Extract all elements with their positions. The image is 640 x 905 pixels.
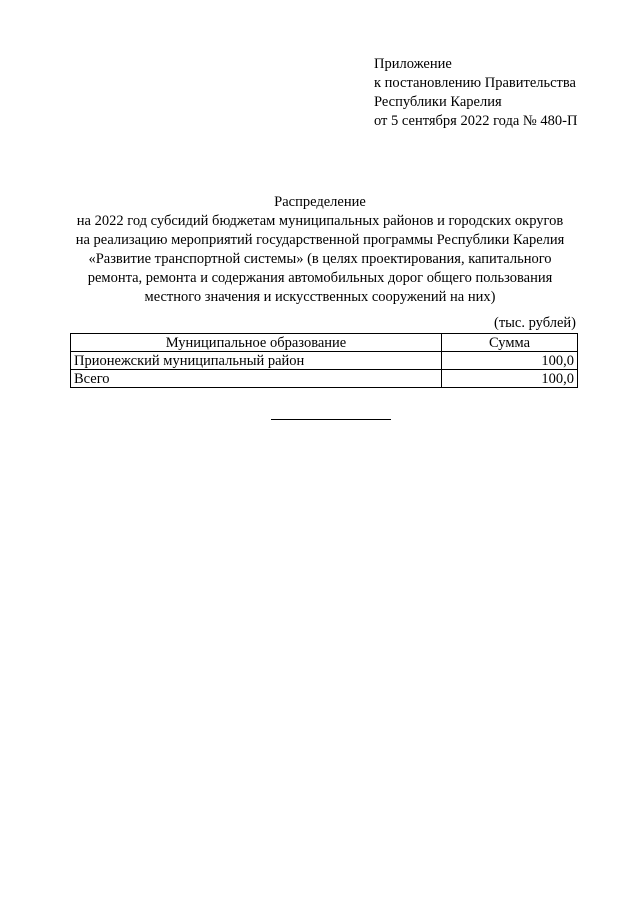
document-heading: [60, 193, 580, 307]
table-row: [71, 352, 578, 370]
sum-cell: 100,0: [442, 352, 578, 370]
total-sum-cell: 100,0: [442, 370, 578, 388]
header-sum: Сумма: [442, 334, 578, 352]
closing-divider: [271, 419, 391, 420]
municipality-cell: Прионежский муниципальный район: [71, 352, 442, 370]
heading-line: на 2022 год субсидий бюджетам муниципальных районов и городских округов: [76, 213, 564, 229]
heading-line: ремонта, ремонта и содержания автомобильных дорог общего пользования: [87, 270, 553, 286]
header-municipality: Муниципальное образование: [71, 334, 442, 352]
appendix-line: Республики Карелия: [374, 94, 502, 110]
heading-line: местного значения и искусственных сооружений на них): [144, 289, 496, 305]
appendix-line: от 5 сентября 2022 года № 480-П: [374, 113, 578, 129]
distribution-table: [70, 333, 578, 388]
appendix-line: к постановлению Правительства: [374, 75, 576, 91]
table-row-total: [71, 370, 578, 388]
total-label-cell: Всего: [71, 370, 442, 388]
heading-line: на реализацию мероприятий государственной программы Республики Карелия: [75, 232, 565, 248]
units-label: (тыс. рублей): [494, 315, 576, 331]
appendix-line: Приложение: [374, 56, 452, 72]
heading-line: Распределение: [274, 194, 366, 210]
table-header-row: [71, 334, 578, 352]
heading-line: «Развитие транспортной системы» (в целях проектирования, капитального: [88, 251, 552, 267]
appendix-block: [374, 55, 624, 131]
